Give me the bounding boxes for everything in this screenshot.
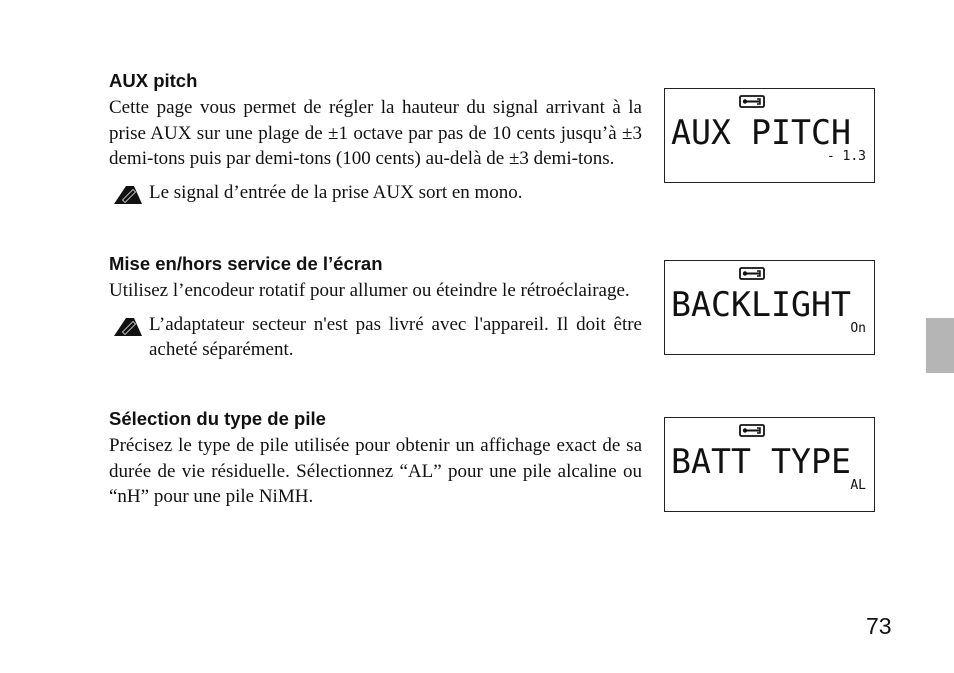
- section-aux-pitch: [109, 70, 642, 205]
- lcd-display-aux-pitch: [664, 88, 875, 183]
- page-number: 73: [866, 613, 892, 639]
- section-battery-type: [109, 408, 642, 510]
- wrench-icon: [739, 424, 765, 437]
- note-pencil-icon: [113, 183, 143, 205]
- lcd-main-text: [671, 113, 857, 153]
- section-heading: Mise en/hors service de l’écran: [109, 253, 383, 274]
- lcd-sub-value: - 1.3: [826, 149, 866, 164]
- section-body: Utilisez l’encodeur rotatif pour allumer ou éteindre le rétroéclairage.: [109, 280, 630, 301]
- section-heading: Sélection du type de pile: [109, 408, 326, 429]
- lcd-main-label: AUX PITCH: [671, 113, 851, 153]
- note-pencil-icon: [113, 315, 143, 337]
- section-body: Cette page vous permet de régler la hauteur du signal arrivant à la prise AUX sur une plage de ±1 octave par pas de 10 cents jusqu’à ±3 demi-tons puis par demi-tons (100 cents) au-delà de ±3 demi-tons.: [109, 97, 642, 169]
- lcd-main-label: BATT TYPE: [671, 442, 851, 482]
- note: [109, 180, 642, 206]
- note-text: L’adaptateur secteur n'est pas livré avec l'appareil. Il doit être acheté séparément.: [149, 313, 642, 360]
- lcd-display-battery-type: [664, 417, 875, 512]
- section-heading: AUX pitch: [109, 70, 198, 91]
- lcd-main-text: [671, 285, 857, 325]
- section-body: Précisez le type de pile utilisée pour obtenir un affichage exact de sa durée de vie résiduelle. Sélectionnez “AL” pour une pile alcaline ou “nH” pour une pile NiMH.: [109, 435, 642, 507]
- lcd-sub-value: On: [850, 321, 866, 336]
- lcd-sub-text: [836, 319, 866, 335]
- lcd-sub-text: [836, 476, 866, 492]
- section-backlight: [109, 253, 642, 363]
- lcd-display-backlight: [664, 260, 875, 355]
- lcd-main-label: BACKLIGHT: [671, 285, 851, 325]
- lcd-sub-value: AL: [850, 478, 866, 493]
- note-text: Le signal d’entrée de la prise AUX sort en mono.: [149, 181, 523, 203]
- wrench-icon: [739, 267, 765, 280]
- lcd-sub-text: [826, 147, 866, 164]
- chapter-tab: [926, 318, 954, 373]
- lcd-main-text: [671, 442, 857, 482]
- wrench-icon: [739, 95, 765, 108]
- note: [109, 312, 642, 363]
